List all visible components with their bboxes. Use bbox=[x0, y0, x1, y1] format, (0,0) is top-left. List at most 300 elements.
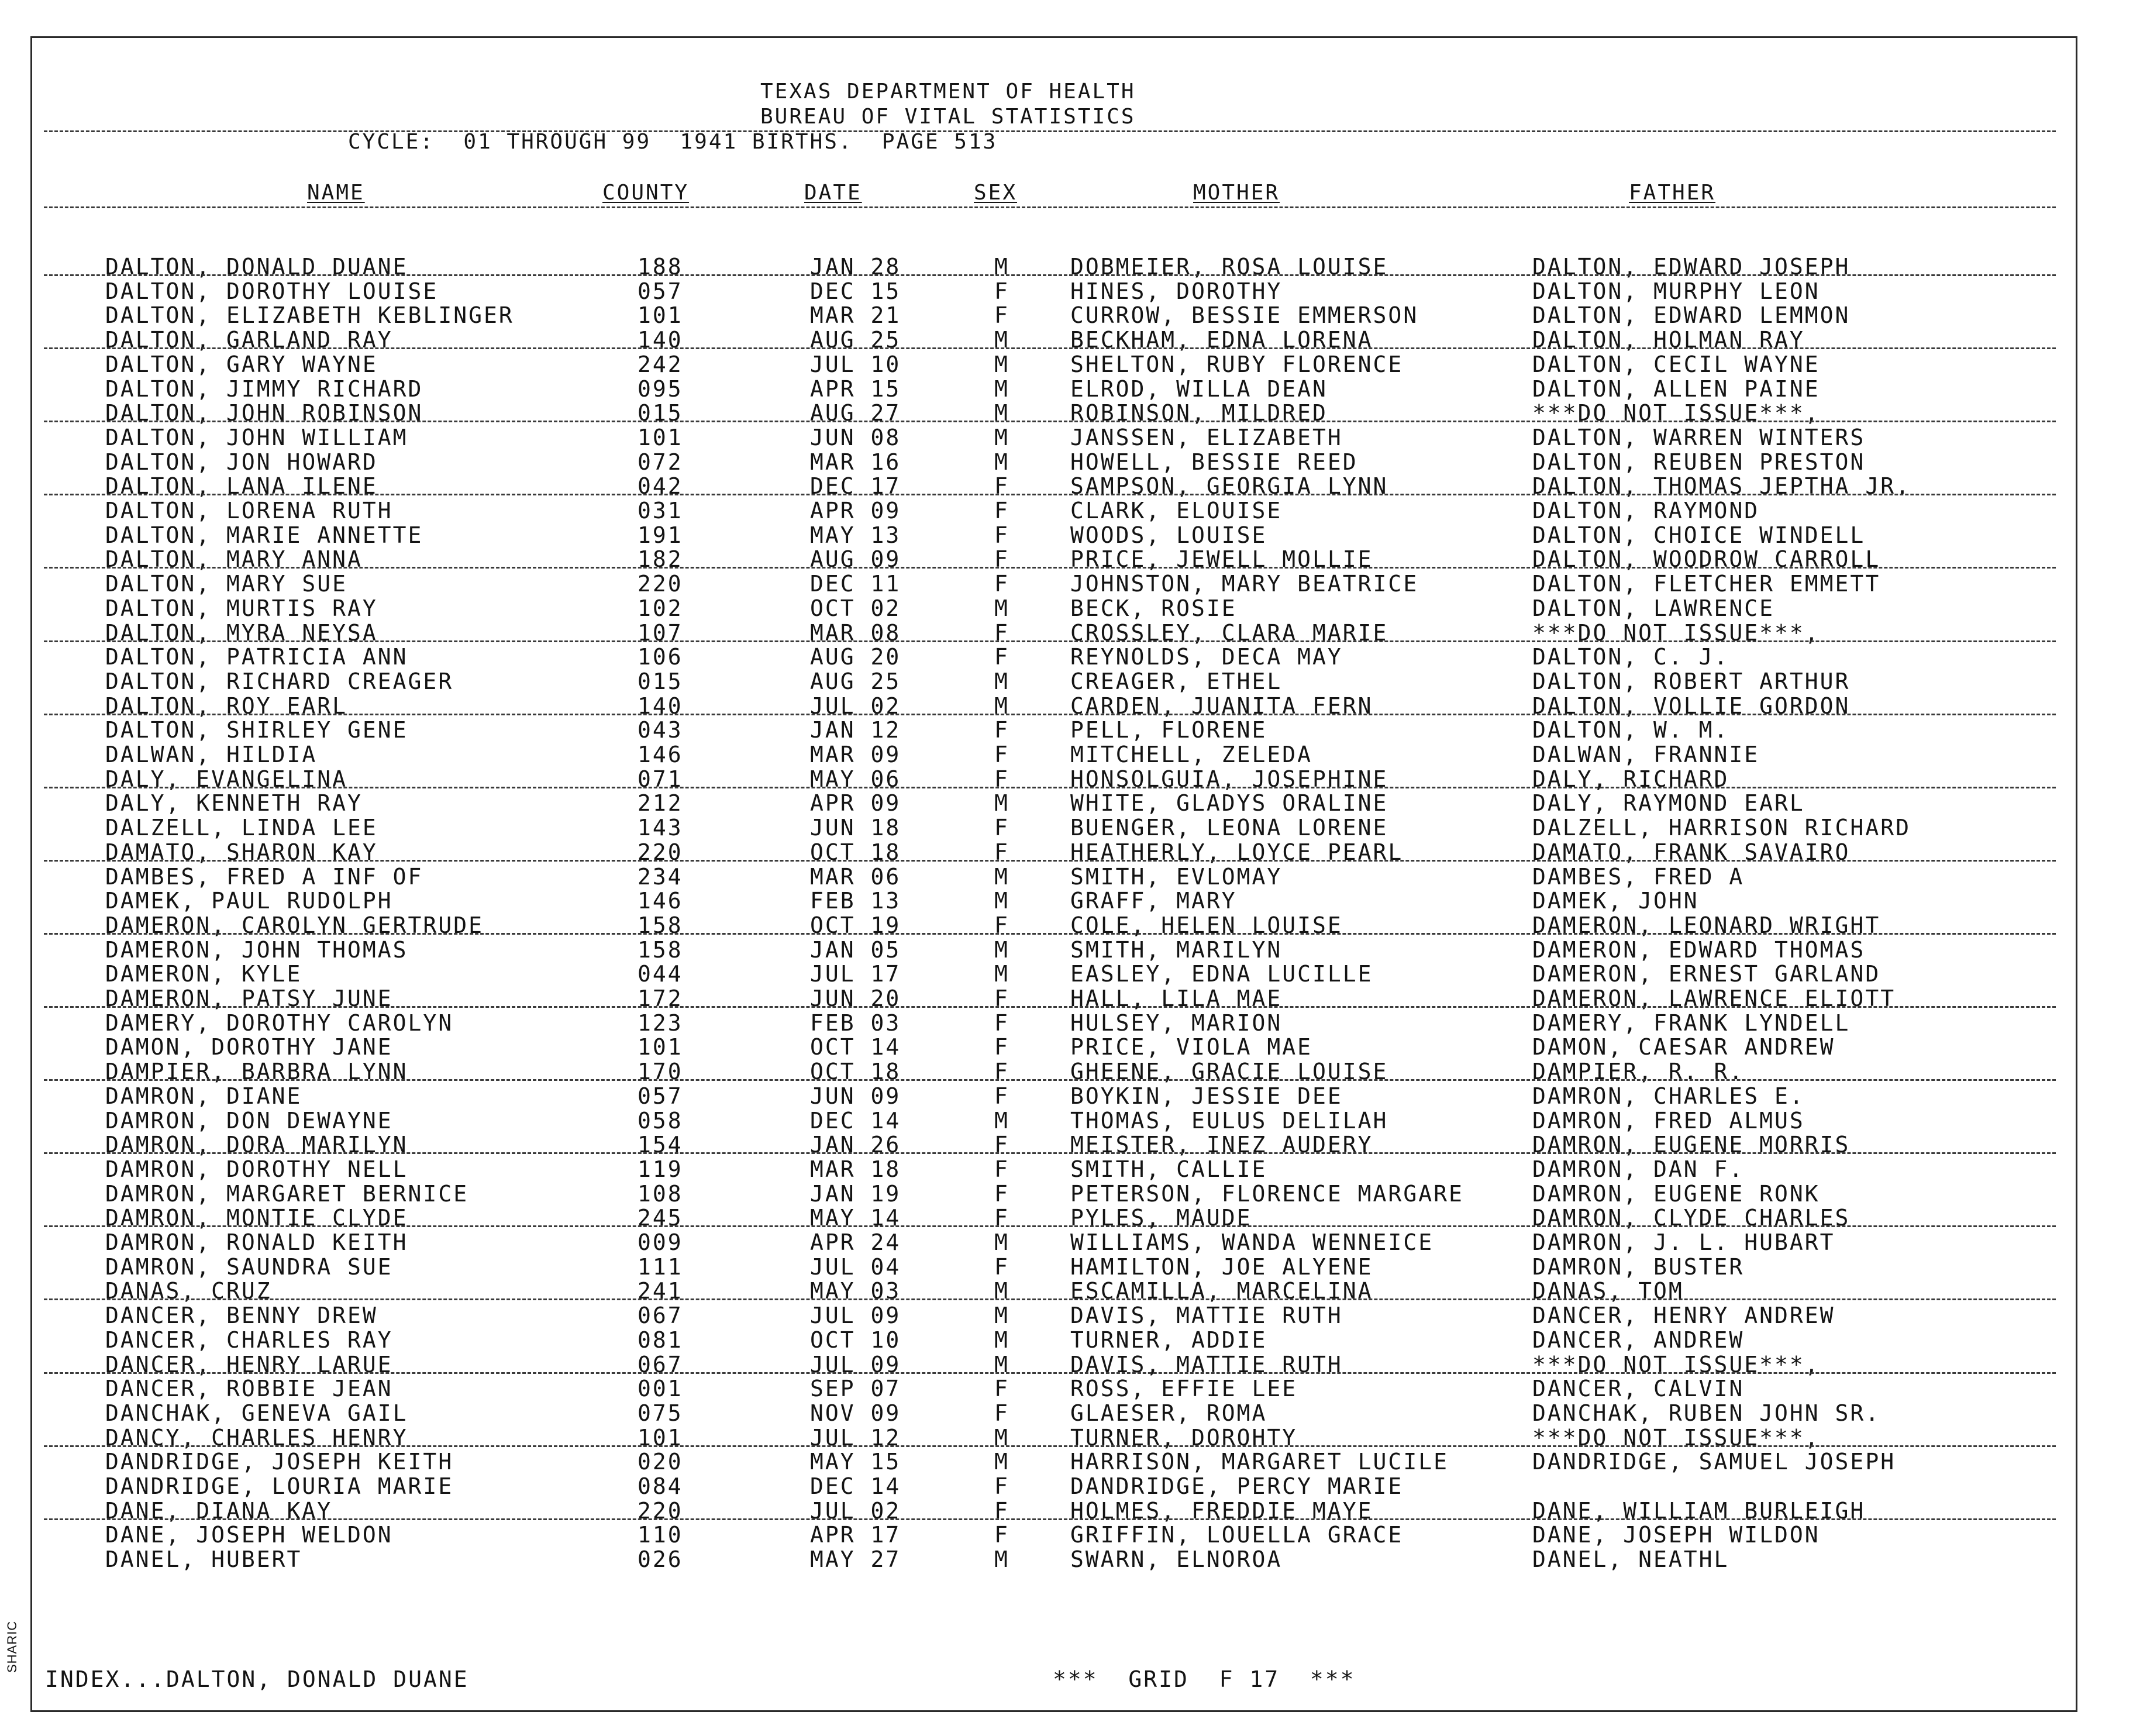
cell-mother: JOHNSTON, MARY BEATRICE bbox=[1070, 571, 1419, 597]
cell-father: DALTON, RAYMOND bbox=[1532, 498, 1760, 523]
cell-date: DEC 15 bbox=[810, 278, 901, 304]
cell-county: 026 bbox=[638, 1546, 683, 1572]
cell-name: DAMERON, JOHN THOMAS bbox=[105, 937, 408, 963]
cell-county: 146 bbox=[638, 888, 683, 914]
cell-mother: CROSSLEY, CLARA MARIE bbox=[1070, 620, 1388, 646]
header-line2: BUREAU OF VITAL STATISTICS bbox=[760, 105, 1136, 129]
cell-date: APR 09 bbox=[810, 498, 901, 523]
cell-county: 067 bbox=[638, 1303, 683, 1328]
cell-mother: DOBMEIER, ROSA LOUISE bbox=[1070, 254, 1388, 280]
cell-name: DALTON, PATRICIA ANN bbox=[105, 644, 408, 670]
column-header-mother: MOTHER bbox=[1193, 181, 1280, 205]
cell-date: FEB 03 bbox=[810, 1010, 901, 1036]
table-row bbox=[32, 450, 2076, 474]
row-rule bbox=[44, 274, 2056, 276]
cell-county: 071 bbox=[638, 766, 683, 792]
table-row bbox=[32, 571, 2076, 596]
cell-date: FEB 13 bbox=[810, 888, 901, 914]
table-row bbox=[32, 596, 2076, 621]
cell-mother: BECK, ROSIE bbox=[1070, 595, 1237, 621]
table-row bbox=[32, 523, 2076, 547]
table-row bbox=[32, 279, 2076, 304]
cell-father: DANE, WILLIAM BURLEIGH bbox=[1532, 1498, 1866, 1524]
cell-father: DANEL, NEATHL bbox=[1532, 1546, 1729, 1572]
cell-sex: F bbox=[994, 1132, 1009, 1158]
row-rule bbox=[44, 1152, 2056, 1154]
cell-date: SEP 07 bbox=[810, 1376, 901, 1401]
cell-name: DAMERON, CAROLYN GERTRUDE bbox=[105, 912, 484, 938]
cell-mother: PRICE, JEWELL MOLLIE bbox=[1070, 546, 1373, 572]
table-row bbox=[32, 1011, 2076, 1035]
cell-mother: THOMAS, EULUS DELILAH bbox=[1070, 1108, 1388, 1134]
cell-county: 057 bbox=[638, 278, 683, 304]
cell-name: DAMRON, SAUNDRA SUE bbox=[105, 1254, 393, 1280]
cell-sex: M bbox=[994, 1327, 1009, 1353]
cell-county: 108 bbox=[638, 1181, 683, 1207]
cell-name: DANAS, CRUZ bbox=[105, 1278, 272, 1304]
cell-sex: M bbox=[994, 1449, 1009, 1475]
cell-county: 015 bbox=[638, 669, 683, 694]
row-rule bbox=[44, 860, 2056, 862]
cell-mother: CREAGER, ETHEL bbox=[1070, 669, 1283, 694]
cell-father: DANCER, HENRY ANDREW bbox=[1532, 1303, 1835, 1328]
cell-date: MAY 03 bbox=[810, 1278, 901, 1304]
cell-mother: CARDEN, JUANITA FERN bbox=[1070, 693, 1373, 719]
cell-county: 067 bbox=[638, 1352, 683, 1377]
cell-date: MAY 27 bbox=[810, 1546, 901, 1572]
table-row bbox=[32, 1474, 2076, 1499]
cell-father: DAMEK, JOHN bbox=[1532, 888, 1699, 914]
cell-date: JUL 04 bbox=[810, 1254, 901, 1280]
cell-name: DANCER, CHARLES RAY bbox=[105, 1327, 393, 1353]
cell-county: 143 bbox=[638, 815, 683, 841]
cell-date: AUG 25 bbox=[810, 669, 901, 694]
cell-date: JUL 09 bbox=[810, 1352, 901, 1377]
row-rule bbox=[44, 421, 2056, 422]
cell-date: JUL 10 bbox=[810, 352, 901, 377]
cell-sex: F bbox=[994, 522, 1009, 548]
cell-county: 182 bbox=[638, 546, 683, 572]
cell-mother: ROBINSON, MILDRED bbox=[1070, 400, 1328, 426]
cell-date: JUN 20 bbox=[810, 986, 901, 1011]
cell-county: 075 bbox=[638, 1400, 683, 1426]
footer-index: INDEX...DALTON, DONALD DUANE bbox=[45, 1666, 469, 1692]
table-row bbox=[32, 1449, 2076, 1474]
cell-date: APR 24 bbox=[810, 1229, 901, 1255]
cell-father: DAMERY, FRANK LYNDELL bbox=[1532, 1010, 1851, 1036]
cell-mother: HULSEY, MARION bbox=[1070, 1010, 1283, 1036]
cell-father: DANCER, CALVIN bbox=[1532, 1376, 1745, 1401]
column-header-date: DATE bbox=[804, 181, 862, 205]
cell-date: JUL 12 bbox=[810, 1425, 901, 1451]
cell-mother: DAVIS, MATTIE RUTH bbox=[1070, 1352, 1343, 1377]
cell-father: DALY, RAYMOND EARL bbox=[1532, 790, 1805, 816]
cell-sex: F bbox=[994, 498, 1009, 523]
cell-mother: WILLIAMS, WANDA WENNEICE bbox=[1070, 1229, 1434, 1255]
cell-date: JUN 09 bbox=[810, 1083, 901, 1109]
cell-sex: M bbox=[994, 327, 1009, 353]
cell-father: DALTON, WOODROW CARROLL bbox=[1532, 546, 1881, 572]
cell-sex: F bbox=[994, 1376, 1009, 1401]
cell-father: DANAS, TOM bbox=[1532, 1278, 1684, 1304]
cell-date: OCT 14 bbox=[810, 1034, 901, 1060]
cell-county: 119 bbox=[638, 1156, 683, 1182]
cell-county: 242 bbox=[638, 352, 683, 377]
cell-sex: M bbox=[994, 693, 1009, 719]
cell-mother: JANSSEN, ELIZABETH bbox=[1070, 425, 1343, 450]
cell-county: 001 bbox=[638, 1376, 683, 1401]
cell-father: DALZELL, HARRISON RICHARD bbox=[1532, 815, 1911, 841]
cell-mother: SMITH, MARILYN bbox=[1070, 937, 1283, 963]
table-row bbox=[32, 1303, 2076, 1328]
cell-name: DAMRON, DON DEWAYNE bbox=[105, 1108, 393, 1134]
cell-mother: SAMPSON, GEORGIA LYNN bbox=[1070, 473, 1388, 499]
cell-name: DAMRON, MONTIE CLYDE bbox=[105, 1205, 408, 1231]
cell-date: JUL 17 bbox=[810, 961, 901, 987]
cell-father: DALTON, W. M. bbox=[1532, 717, 1729, 743]
cell-mother: HONSOLGUIA, JOSEPHINE bbox=[1070, 766, 1388, 792]
cell-father: DALY, RICHARD bbox=[1532, 766, 1729, 792]
cell-date: JUL 02 bbox=[810, 693, 901, 719]
cell-county: 123 bbox=[638, 1010, 683, 1036]
cell-county: 009 bbox=[638, 1229, 683, 1255]
cell-date: AUG 25 bbox=[810, 327, 901, 353]
cell-name: DALTON, ELIZABETH KEBLINGER bbox=[105, 302, 514, 328]
cell-father: DAMON, CAESAR ANDREW bbox=[1532, 1034, 1835, 1060]
cell-date: NOV 09 bbox=[810, 1400, 901, 1426]
row-rule bbox=[44, 1372, 2056, 1374]
cell-sex: M bbox=[994, 1303, 1009, 1328]
row-rule bbox=[44, 494, 2056, 495]
cell-date: JUL 02 bbox=[810, 1498, 901, 1524]
table-row bbox=[32, 669, 2076, 694]
cell-name: DALTON, JON HOWARD bbox=[105, 449, 378, 475]
table-row bbox=[32, 425, 2076, 450]
cell-name: DALTON, GARLAND RAY bbox=[105, 327, 393, 353]
cell-name: DANCER, ROBBIE JEAN bbox=[105, 1376, 393, 1401]
cell-name: DANCHAK, GENEVA GAIL bbox=[105, 1400, 408, 1426]
cell-sex: M bbox=[994, 669, 1009, 694]
table-row bbox=[32, 1230, 2076, 1255]
cell-county: 146 bbox=[638, 742, 683, 767]
cell-mother: GRAFF, MARY bbox=[1070, 888, 1237, 914]
header-line1: TEXAS DEPARTMENT OF HEALTH bbox=[760, 80, 1136, 104]
cell-sex: M bbox=[994, 1546, 1009, 1572]
cell-sex: F bbox=[994, 717, 1009, 743]
cell-sex: M bbox=[994, 1278, 1009, 1304]
cell-mother: SWARN, ELNOROA bbox=[1070, 1546, 1283, 1572]
cell-date: MAR 06 bbox=[810, 864, 901, 890]
cell-name: DALWAN, HILDIA bbox=[105, 742, 318, 767]
table-row bbox=[32, 1157, 2076, 1182]
cell-county: 220 bbox=[638, 1498, 683, 1524]
cell-sex: M bbox=[994, 864, 1009, 890]
cell-date: DEC 17 bbox=[810, 473, 901, 499]
cell-name: DAMATO, SHARON KAY bbox=[105, 839, 378, 865]
cell-county: 101 bbox=[638, 425, 683, 450]
cell-name: DALTON, LORENA RUTH bbox=[105, 498, 393, 523]
cell-father: DAMERON, LEONARD WRIGHT bbox=[1532, 912, 1881, 938]
cell-sex: M bbox=[994, 790, 1009, 816]
cell-county: 106 bbox=[638, 644, 683, 670]
cell-name: DAMERON, KYLE bbox=[105, 961, 302, 987]
row-rule bbox=[44, 640, 2056, 642]
table-row bbox=[32, 718, 2076, 742]
column-header-name: NAME bbox=[307, 181, 365, 205]
cell-date: APR 09 bbox=[810, 790, 901, 816]
cell-name: DALTON, MYRA NEYSA bbox=[105, 620, 378, 646]
cell-county: 212 bbox=[638, 790, 683, 816]
cell-father: DALTON, CHOICE WINDELL bbox=[1532, 522, 1866, 548]
cell-father: DAMRON, BUSTER bbox=[1532, 1254, 1745, 1280]
cell-county: 140 bbox=[638, 327, 683, 353]
cell-date: AUG 27 bbox=[810, 400, 901, 426]
cell-name: DAMEK, PAUL RUDOLPH bbox=[105, 888, 393, 914]
footer-grid: *** GRID F 17 *** bbox=[1053, 1666, 1356, 1692]
cell-mother: WOODS, LOUISE bbox=[1070, 522, 1267, 548]
cell-father: DALTON, REUBEN PRESTON bbox=[1532, 449, 1866, 475]
cell-sex: F bbox=[994, 302, 1009, 328]
cell-date: JUN 08 bbox=[810, 425, 901, 450]
cell-name: DALTON, MARY ANNA bbox=[105, 546, 363, 572]
table-row bbox=[32, 352, 2076, 377]
cell-sex: F bbox=[994, 1059, 1009, 1084]
cell-father: ***DO NOT ISSUE***, bbox=[1532, 620, 1820, 646]
cell-mother: DAVIS, MATTIE RUTH bbox=[1070, 1303, 1343, 1328]
row-rule bbox=[44, 1225, 2056, 1227]
cell-mother: COLE, HELEN LOUISE bbox=[1070, 912, 1343, 938]
table-row bbox=[32, 498, 2076, 523]
cell-date: MAR 18 bbox=[810, 1156, 901, 1182]
table-row bbox=[32, 815, 2076, 840]
cell-father: DAMPIER, R. R. bbox=[1532, 1059, 1745, 1084]
cell-sex: M bbox=[994, 352, 1009, 377]
cell-sex: F bbox=[994, 1156, 1009, 1182]
cell-name: DAMRON, DIANE bbox=[105, 1083, 302, 1109]
cell-mother: ELROD, WILLA DEAN bbox=[1070, 376, 1328, 402]
cell-sex: F bbox=[994, 1400, 1009, 1426]
cell-county: 072 bbox=[638, 449, 683, 475]
cell-name: DALZELL, LINDA LEE bbox=[105, 815, 378, 841]
cell-name: DAMRON, DOROTHY NELL bbox=[105, 1156, 408, 1182]
cell-mother: HARRISON, MARGARET LUCILE bbox=[1070, 1449, 1449, 1475]
cell-mother: ROSS, EFFIE LEE bbox=[1070, 1376, 1298, 1401]
cell-mother: CLARK, ELOUISE bbox=[1070, 498, 1283, 523]
cell-county: 084 bbox=[638, 1473, 683, 1499]
cell-date: JAN 28 bbox=[810, 254, 901, 280]
table-row bbox=[32, 1376, 2076, 1401]
cell-sex: F bbox=[994, 839, 1009, 865]
table-row bbox=[32, 1328, 2076, 1352]
table-row bbox=[32, 1523, 2076, 1547]
cell-mother: ESCAMILLA, MARCELINA bbox=[1070, 1278, 1373, 1304]
cell-county: 220 bbox=[638, 571, 683, 597]
cell-father: DANCER, ANDREW bbox=[1532, 1327, 1745, 1353]
cell-county: 158 bbox=[638, 912, 683, 938]
cell-sex: M bbox=[994, 937, 1009, 963]
row-rule bbox=[44, 1518, 2056, 1520]
document-frame bbox=[30, 36, 2077, 1712]
cell-sex: F bbox=[994, 1181, 1009, 1207]
cell-name: DAMERY, DOROTHY CAROLYN bbox=[105, 1010, 454, 1036]
cell-name: DAMRON, RONALD KEITH bbox=[105, 1229, 408, 1255]
cell-sex: F bbox=[994, 473, 1009, 499]
cell-county: 245 bbox=[638, 1205, 683, 1231]
cell-mother: PELL, FLORENE bbox=[1070, 717, 1267, 743]
row-rule bbox=[44, 1298, 2056, 1300]
cell-name: DALTON, JOHN WILLIAM bbox=[105, 425, 408, 450]
cell-date: OCT 18 bbox=[810, 1059, 901, 1084]
cell-father: DAMATO, FRANK SAVAIRO bbox=[1532, 839, 1851, 865]
cell-sex: F bbox=[994, 1522, 1009, 1548]
cell-father: DALTON, ALLEN PAINE bbox=[1532, 376, 1820, 402]
cell-name: DALTON, RICHARD CREAGER bbox=[105, 669, 454, 694]
cell-sex: F bbox=[994, 986, 1009, 1011]
cell-date: DEC 11 bbox=[810, 571, 901, 597]
cell-county: 095 bbox=[638, 376, 683, 402]
row-rule bbox=[44, 1006, 2056, 1008]
cell-father: DALTON, C. J. bbox=[1532, 644, 1729, 670]
cell-mother: GLAESER, ROMA bbox=[1070, 1400, 1267, 1426]
cell-sex: M bbox=[994, 888, 1009, 914]
cell-sex: F bbox=[994, 546, 1009, 572]
cell-county: 234 bbox=[638, 864, 683, 890]
table-row bbox=[32, 864, 2076, 889]
cell-name: DAMON, DOROTHY JANE bbox=[105, 1034, 393, 1060]
cell-sex: F bbox=[994, 742, 1009, 767]
cell-mother: BUENGER, LEONA LORENE bbox=[1070, 815, 1388, 841]
cell-name: DALTON, MARIE ANNETTE bbox=[105, 522, 423, 548]
cell-mother: MITCHELL, ZELEDA bbox=[1070, 742, 1313, 767]
cell-county: 188 bbox=[638, 254, 683, 280]
cell-father: DAMERON, EDWARD THOMAS bbox=[1532, 937, 1866, 963]
table-row bbox=[32, 791, 2076, 815]
cell-father: ***DO NOT ISSUE***, bbox=[1532, 1425, 1820, 1451]
cell-date: DEC 14 bbox=[810, 1108, 901, 1134]
cell-sex: F bbox=[994, 1254, 1009, 1280]
cell-name: DALTON, GARY WAYNE bbox=[105, 352, 378, 377]
cell-sex: F bbox=[994, 1205, 1009, 1231]
table-row bbox=[32, 1084, 2076, 1108]
cell-father: DAMRON, EUGENE MORRIS bbox=[1532, 1132, 1851, 1158]
cell-date: APR 17 bbox=[810, 1522, 901, 1548]
cell-county: 158 bbox=[638, 937, 683, 963]
cell-sex: M bbox=[994, 376, 1009, 402]
cell-mother: HOLMES, FREDDIE MAYE bbox=[1070, 1498, 1373, 1524]
cell-county: 044 bbox=[638, 961, 683, 987]
cell-name: DALTON, LANA ILENE bbox=[105, 473, 378, 499]
row-rule bbox=[44, 1079, 2056, 1081]
cell-mother: HALL, LILA MAE bbox=[1070, 986, 1283, 1011]
cell-father: DAMBES, FRED A bbox=[1532, 864, 1745, 890]
header-cycle: CYCLE: 01 THROUGH 99 1941 BIRTHS. PAGE 513 bbox=[348, 130, 998, 154]
cell-county: 220 bbox=[638, 839, 683, 865]
cell-name: DALTON, SHIRLEY GENE bbox=[105, 717, 408, 743]
cell-sex: M bbox=[994, 1352, 1009, 1377]
cell-father: DANE, JOSEPH WILDON bbox=[1532, 1522, 1820, 1548]
cell-county: 154 bbox=[638, 1132, 683, 1158]
cell-sex: F bbox=[994, 644, 1009, 670]
cell-sex: M bbox=[994, 425, 1009, 450]
cell-date: MAY 13 bbox=[810, 522, 901, 548]
cell-name: DANE, JOSEPH WELDON bbox=[105, 1522, 393, 1548]
column-header-rule bbox=[44, 206, 2056, 208]
cell-sex: F bbox=[994, 1010, 1009, 1036]
column-header-county: COUNTY bbox=[602, 181, 690, 205]
table-row bbox=[32, 888, 2076, 913]
cell-mother: HOWELL, BESSIE REED bbox=[1070, 449, 1358, 475]
cell-father: DALTON, EDWARD JOSEPH bbox=[1532, 254, 1851, 280]
row-rule bbox=[44, 347, 2056, 349]
cell-sex: M bbox=[994, 1425, 1009, 1451]
row-rule bbox=[44, 1445, 2056, 1447]
cell-county: 101 bbox=[638, 1425, 683, 1451]
cell-county: 111 bbox=[638, 1254, 683, 1280]
cell-mother: BOYKIN, JESSIE DEE bbox=[1070, 1083, 1343, 1109]
side-label: SHARIC bbox=[5, 1620, 19, 1673]
cell-mother: SMITH, EVLOMAY bbox=[1070, 864, 1283, 890]
cell-sex: F bbox=[994, 1473, 1009, 1499]
cell-name: DALTON, MARY SUE bbox=[105, 571, 348, 597]
cell-father: DAMRON, CHARLES E. bbox=[1532, 1083, 1805, 1109]
table-row bbox=[32, 962, 2076, 986]
row-rule bbox=[44, 567, 2056, 569]
cell-name: DANCY, CHARLES HENRY bbox=[105, 1425, 408, 1451]
cell-date: MAY 14 bbox=[810, 1205, 901, 1231]
cell-mother: HAMILTON, JOE ALYENE bbox=[1070, 1254, 1373, 1280]
cell-sex: M bbox=[994, 254, 1009, 280]
cell-name: DANEL, HUBERT bbox=[105, 1546, 302, 1572]
cell-date: DEC 14 bbox=[810, 1473, 901, 1499]
cell-name: DAMERON, PATSY JUNE bbox=[105, 986, 393, 1011]
cell-name: DALY, EVANGELINA bbox=[105, 766, 348, 792]
cell-name: DALY, KENNETH RAY bbox=[105, 790, 363, 816]
cell-father: DALTON, MURPHY LEON bbox=[1532, 278, 1820, 304]
row-rule bbox=[44, 933, 2056, 935]
cell-county: 101 bbox=[638, 302, 683, 328]
table-row bbox=[32, 1401, 2076, 1425]
cell-county: 020 bbox=[638, 1449, 683, 1475]
cell-county: 107 bbox=[638, 620, 683, 646]
cell-date: MAY 15 bbox=[810, 1449, 901, 1475]
cell-mother: CURROW, BESSIE EMMERSON bbox=[1070, 302, 1419, 328]
cell-date: JAN 19 bbox=[810, 1181, 901, 1207]
cell-father: DALTON, EDWARD LEMMON bbox=[1532, 302, 1851, 328]
cell-father: DAMERON, LAWRENCE ELIOTT bbox=[1532, 986, 1896, 1011]
cell-mother: GHEENE, GRACIE LOUISE bbox=[1070, 1059, 1388, 1084]
cell-mother: SMITH, CALLIE bbox=[1070, 1156, 1267, 1182]
cell-date: OCT 10 bbox=[810, 1327, 901, 1353]
cell-sex: M bbox=[994, 595, 1009, 621]
cell-county: 172 bbox=[638, 986, 683, 1011]
cell-mother: PRICE, VIOLA MAE bbox=[1070, 1034, 1313, 1060]
cell-sex: F bbox=[994, 1498, 1009, 1524]
cell-date: JUN 18 bbox=[810, 815, 901, 841]
column-header-sex: SEX bbox=[974, 181, 1018, 205]
cell-mother: EASLEY, EDNA LUCILLE bbox=[1070, 961, 1373, 987]
cell-father: DALTON, THOMAS JEPTHA JR. bbox=[1532, 473, 1911, 499]
cell-name: DAMBES, FRED A INF OF bbox=[105, 864, 423, 890]
cell-date: MAR 09 bbox=[810, 742, 901, 767]
table-row bbox=[32, 303, 2076, 328]
cell-sex: F bbox=[994, 1034, 1009, 1060]
cell-name: DALTON, MURTIS RAY bbox=[105, 595, 378, 621]
header-rule bbox=[44, 130, 2056, 132]
cell-father: DAMRON, CLYDE CHARLES bbox=[1532, 1205, 1851, 1231]
cell-name: DANCER, HENRY LARUE bbox=[105, 1352, 393, 1377]
cell-mother: DANDRIDGE, PERCY MARIE bbox=[1070, 1473, 1404, 1499]
cell-sex: M bbox=[994, 400, 1009, 426]
